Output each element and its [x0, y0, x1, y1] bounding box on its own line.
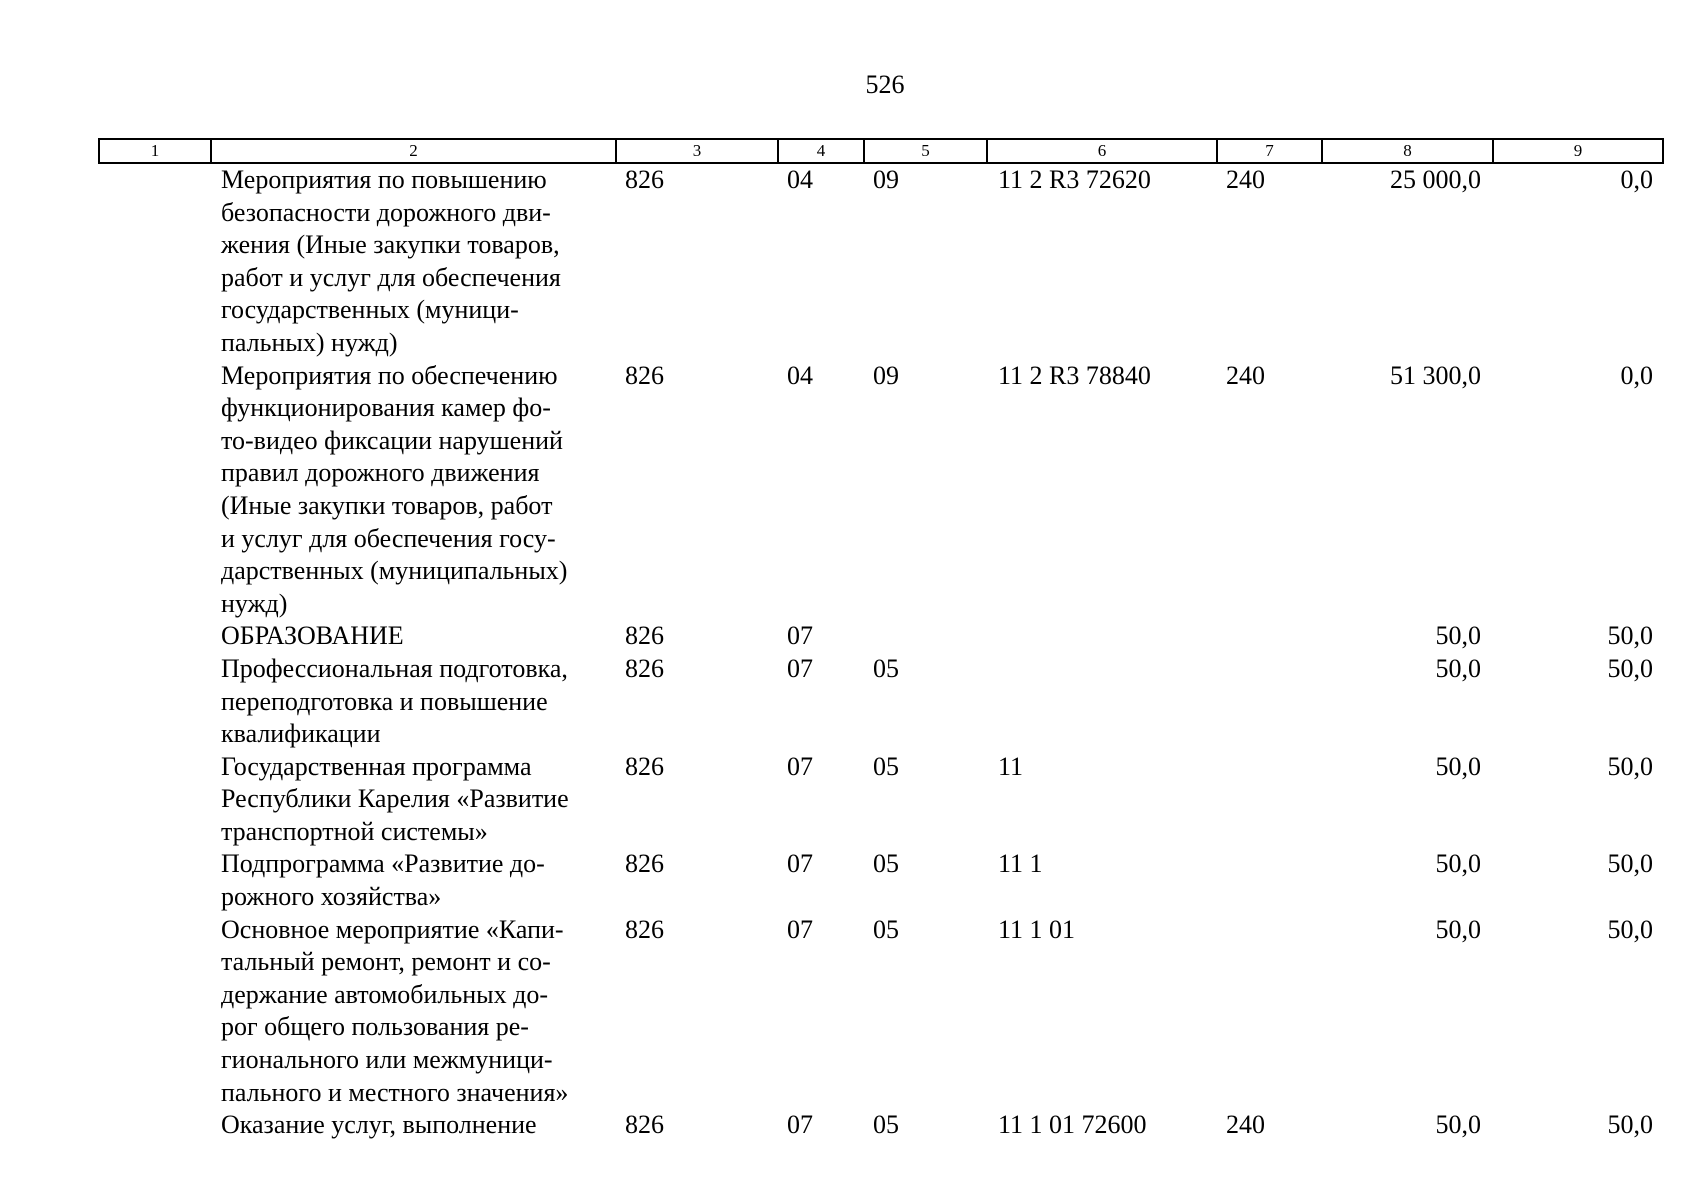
budget-table-body — [98, 164, 1664, 1142]
page-number: 526 — [865, 70, 905, 99]
cell-target-article: 11 1 01 72600 — [998, 1110, 1147, 1140]
cell-name: Профессиональная подготовка, переподготовка и повышение квалификации — [221, 653, 568, 749]
cell-name: Подпрограмма «Развитие до- рожного хозяйства» — [221, 849, 545, 912]
cell-target-article: 11 1 — [998, 849, 1043, 879]
cell-name: Оказание услуг, выполнение — [221, 1110, 537, 1140]
cell-ministry-code: 826 — [625, 1110, 664, 1140]
cell-ministry-code: 826 — [625, 914, 664, 944]
cell-name: Основное мероприятие «Капи- тальный ремонт, ремонт и со- держание автомобильных до- рог общего пользования ре- гионального или межмуници- пального и местного значения» — [221, 914, 569, 1107]
cell-name: ОБРАЗОВАНИЕ — [221, 621, 404, 651]
header-col-6: 6 — [988, 140, 1218, 162]
cell-ministry-code: 826 — [625, 165, 664, 194]
header-col-2: 2 — [212, 140, 617, 162]
header-col-9: 9 — [1573, 141, 1583, 160]
cell-amount-9: 50,0 — [1607, 751, 1653, 781]
table-row — [98, 751, 1664, 849]
table-row — [98, 620, 1664, 653]
table-row — [98, 653, 1664, 751]
cell-subsection: 09 — [873, 165, 899, 194]
cell-amount-9: 50,0 — [1607, 1110, 1653, 1140]
cell-section: 04 — [787, 360, 813, 390]
table-row — [98, 164, 1664, 360]
cell-subsection: 09 — [873, 360, 899, 390]
cell-ministry-code: 826 — [625, 751, 664, 781]
cell-amount-9: 50,0 — [1607, 849, 1653, 879]
table-header — [98, 138, 1664, 164]
cell-subsection: 05 — [873, 849, 899, 879]
cell-section: 07 — [787, 849, 813, 879]
cell-expense-type: 240 — [1226, 165, 1265, 194]
header-col-5: 5 — [865, 140, 988, 162]
cell-amount-8: 50,0 — [1435, 653, 1481, 683]
cell-section: 07 — [787, 751, 813, 781]
cell-amount-8: 50,0 — [1435, 914, 1481, 944]
header-col-4: 4 — [779, 140, 865, 162]
cell-expense-type: 240 — [1226, 1110, 1265, 1140]
cell-amount-9: 50,0 — [1607, 914, 1653, 944]
cell-name: Государственная программа Республики Карелия «Развитие транспортной системы» — [221, 751, 569, 846]
cell-amount-9: 50,0 — [1607, 653, 1653, 683]
cell-expense-type: 240 — [1226, 360, 1265, 390]
cell-target-article: 11 2 R3 72620 — [998, 165, 1151, 194]
header-col-1: 1 — [100, 140, 212, 162]
cell-ministry-code: 826 — [625, 621, 664, 651]
cell-amount-9: 50,0 — [1607, 621, 1653, 651]
cell-section: 07 — [787, 653, 813, 683]
cell-ministry-code: 826 — [625, 653, 664, 683]
cell-section: 07 — [787, 914, 813, 944]
cell-name: Мероприятия по обеспечению функционирования камер фо- то-видео фиксации нарушений правил дорожного движения (Иные закупки товаров, работ и услуг для обеспечения госу- дарственных (муниципальных) нужд) — [221, 360, 568, 618]
cell-amount-8: 25 000,0 — [1390, 165, 1481, 194]
cell-ministry-code: 826 — [625, 849, 664, 879]
cell-amount-9: 0,0 — [1620, 165, 1653, 194]
header-col-8: 8 — [1323, 140, 1494, 162]
cell-target-article: 11 1 01 — [998, 914, 1076, 944]
header-col-7: 7 — [1218, 140, 1323, 162]
header-col-3: 3 — [617, 140, 779, 162]
cell-section: 07 — [787, 1110, 813, 1140]
cell-subsection: 05 — [873, 751, 899, 781]
cell-subsection: 05 — [873, 914, 899, 944]
cell-name: Мероприятия по повышению безопасности дорожного дви- жения (Иные закупки товаров, работ и услуг для обеспечения государственных (муници- пальных) нужд) — [221, 165, 561, 357]
table-row — [98, 914, 1664, 1110]
cell-ministry-code: 826 — [625, 360, 664, 390]
cell-section: 04 — [787, 165, 813, 194]
cell-subsection: 05 — [873, 653, 899, 683]
cell-amount-8: 50,0 — [1435, 751, 1481, 781]
cell-target-article: 11 — [998, 751, 1024, 781]
cell-amount-8: 51 300,0 — [1390, 360, 1481, 390]
cell-subsection: 05 — [873, 1110, 899, 1140]
table-row — [98, 848, 1664, 913]
cell-amount-8: 50,0 — [1435, 849, 1481, 879]
cell-target-article: 11 2 R3 78840 — [998, 360, 1151, 390]
table-row — [98, 360, 1664, 621]
table-row — [98, 1109, 1664, 1142]
cell-amount-8: 50,0 — [1435, 1110, 1481, 1140]
cell-amount-8: 50,0 — [1435, 621, 1481, 651]
cell-section: 07 — [787, 621, 813, 651]
cell-amount-9: 0,0 — [1620, 360, 1653, 390]
